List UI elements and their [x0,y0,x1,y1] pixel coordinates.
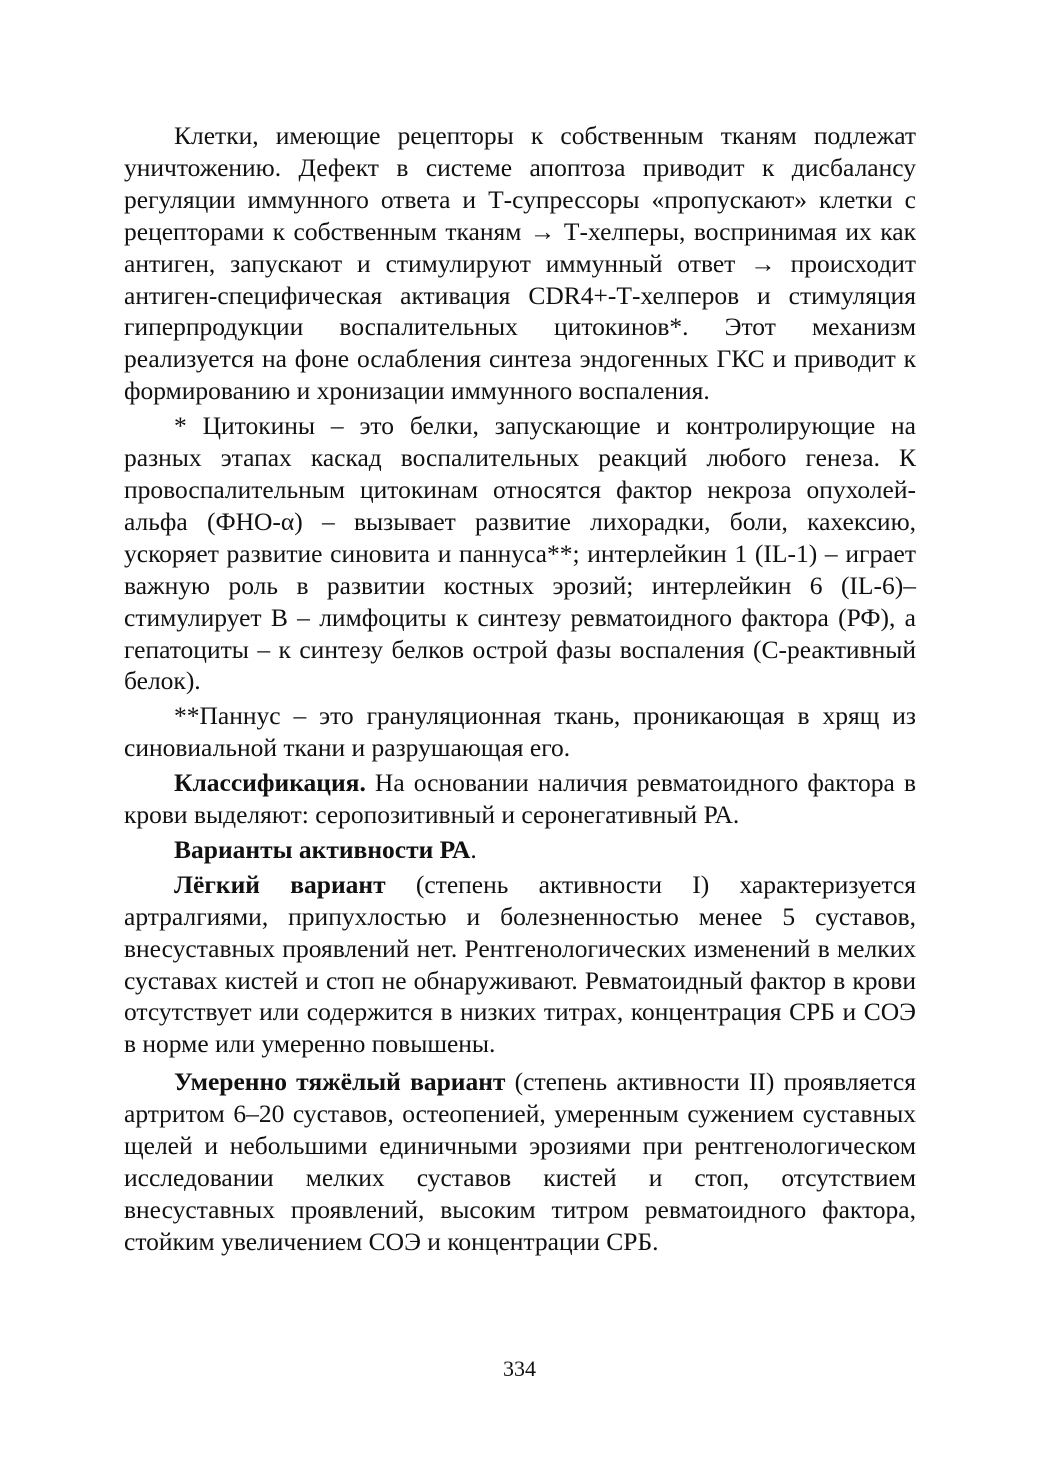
page-number: 334 [503,1356,536,1381]
paragraph-mild-variant [124,869,916,1060]
moderate-variant-heading: Умеренно тяжёлый вариант [174,1067,506,1097]
paragraph-pannus-footnote: **Паннус – это грануляционная ткань, проникающая в хрящ из синовиальной ткани и разрушающая его. [124,701,916,763]
mild-variant-text: (степень активности I) характеризуется артралгиями, припухлостью и болезненностью менее 5 суставов, внесуставных проявлений нет. Рентгенологических изменений в мелких суставах кистей и стоп не обнаруживают. Ревматоидный фактор в крови отсутствует или содержится в низких титрах, концентрация СРБ и СОЭ в норме или умеренно повышены. [124,869,916,1059]
activity-variants-punct: . [470,834,477,864]
paragraph-moderate-variant [124,1066,916,1257]
classification-heading: Классификация. [174,768,366,798]
page-body [124,120,916,1258]
activity-variants-heading: Варианты активности РА [174,834,471,864]
paragraph-classification [124,767,916,831]
paragraph-autoimmune-mechanism: Клетки, имеющие рецепторы к собственным тканям подлежат уничтожению. Дефект в системе апоптоза приводит к дисбалансу регуляции иммунного ответа и Т-супрессоры «пропускают» клетки с рецепторами к собственным тканям → Т-хелперы, воспринимая их как антиген, запускают и стимулируют иммунный ответ → происходит антиген-специфическая активация CDR4+-Т-хелперов и стимуляция гиперпродукции воспалительных цитокинов*. Этот механизм реализуется на фоне ослабления синтеза эндогенных ГКС и приводит к формированию и хронизации иммунного воспаления. [124,121,916,406]
mild-variant-heading: Лёгкий вариант [174,869,386,899]
moderate-variant-text: (степень активности II) проявляется артритом 6–20 суставов, остеопенией, умеренным сужением суставных щелей и небольшими единичными эрозиями при рентгенологическом исследовании мелких суставов кистей и стоп, отсутствием внесуставных проявлений, высоким титром ревматоидного фактора, стойким увеличением СОЭ и концентрации СРБ. [124,1067,916,1256]
paragraph-activity-variants [124,834,916,866]
paragraph-cytokines-footnote: * Цитокины – это белки, запускающие и контролирующие на разных этапах каскад воспалительных реакций любого генеза. К провоспалительным цитокинам относятся фактор некроза опухолей-альфа (ФНО-α) – вызывает развитие лихорадки, боли, кахексию, ускоряет развитие синовита и паннуса**; интерлейкин 1 (IL-1) – играет важную роль в развитии костных эрозий; интерлейкин 6 (IL-6)– стимулирует В – лимфоциты к синтезу ревматоидного фактора (РФ), а гепатоциты – к синтезу белков острой фазы воспаления (С-реактивный белок). [124,411,916,696]
classification-text: На основании наличия ревматоидного фактора в крови выделяют: серопозитивный и серонегативный РА. [124,768,916,830]
